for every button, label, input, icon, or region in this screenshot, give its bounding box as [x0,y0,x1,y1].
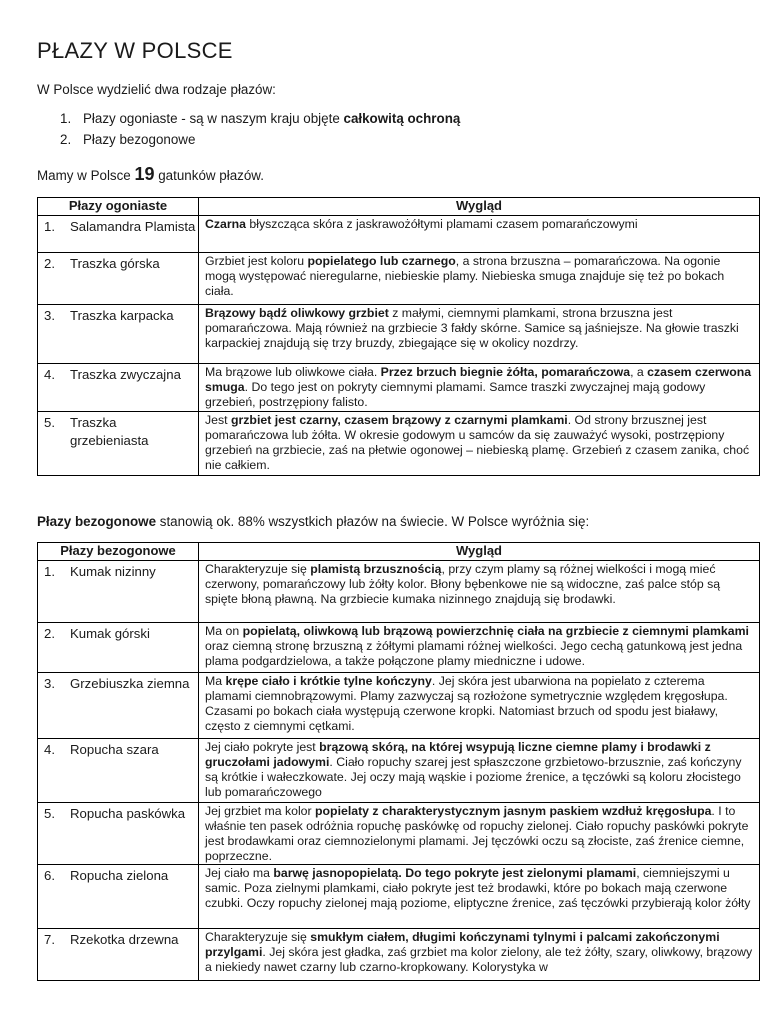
header-appearance: Wygląd [199,543,760,561]
row-number: 5. [44,415,55,430]
bold-segment: Czarna [205,217,247,231]
appearance-text [199,412,759,473]
text-segment: Jej grzbiet ma kolor [205,804,316,818]
appearance-text [199,929,759,975]
species-cell [38,865,199,929]
text-segment: . Jej skóra jest ubarwiona na popielato z czterema plamami ciemnobrązowymi. Plamy zazwyczaj są rozłożone symetrycznie względem kręgosłupa. Czasami po bokach ciała występują czerwone kropki. Natomiast brzuch od spodu jest białawy, często z ciemnymi cętkami. [205,674,728,733]
appearance-cell [199,216,760,253]
text-segment: . Od strony brzusznej jest pomarańczowa lub żółta. W okresie godowym u samców da się zauważyć wysoki, postrzępiony grzebień na grzbiecie, zaś na płetwie ogonowej – niebieską plamę. Grzebień z czasem zanika, choć nie całkiem. [205,413,750,472]
text-segment: Charakteryzuje się [205,562,311,576]
text-segment: . Jej skóra jest gładka, zaś grzbiet ma kolor zielony, ale też żółty, szary, oliwkowy, brązowy a niekiedy nawet czarny lub czarno-kropkowany. Kolorystyka w [205,945,753,974]
species-name [38,623,198,643]
species-name [38,364,198,384]
species-label: Salamandra Plamista [70,219,196,234]
species-name [38,561,198,581]
species-label: Ropucha zielona [70,868,169,883]
row-number: 7. [44,932,55,947]
species-name [38,412,198,450]
row-number: 3. [44,676,55,691]
row-number: 2. [44,256,55,271]
row-number: 2. [44,626,55,641]
bold-segment: Brązowy bądź oliwkowy grzbiet [205,306,389,320]
species-label: Traszka zwyczajna [70,367,181,382]
text-segment: Ma brązowe lub oliwkowe ciała. [205,365,381,379]
anura-intro: Płazy bezogonowe stanowią ok. 88% wszystkich płazów na świecie. W Polsce wyróżnia się: [37,514,590,529]
bold-segment: plamistą brzusznością [310,562,442,576]
table-row [38,865,760,929]
appearance-text [199,305,759,351]
species-name [38,305,198,325]
amphibian-types-list [60,110,460,152]
bold-segment: popielatego lub czarnego [307,254,456,268]
text-segment: Ma [205,674,226,688]
species-name [38,216,198,236]
species-label: Ropucha szara [70,742,159,757]
bold-segment: barwę jasnopopielatą. Do tego pokryte jest zielonymi plamami [273,866,637,880]
appearance-cell [199,305,760,364]
species-label: Grzebiuszka ziemna [70,676,190,691]
header-appearance: Wygląd [199,198,760,216]
appearance-text [199,803,759,864]
header-species: Płazy bezogonowe [38,543,199,561]
table-row [38,364,760,412]
species-name [38,929,198,949]
species-name [38,865,198,885]
appearance-cell [199,623,760,673]
table-row [38,216,760,253]
row-number: 1. [44,564,55,579]
species-cell [38,216,199,253]
species-name [38,803,198,823]
table-row [38,673,760,739]
species-cell [38,253,199,305]
row-number: 3. [44,308,55,323]
text-segment: . Do tego jest on pokryty ciemnymi plamami. Samce traszki zwyczajnej mają godowy grzebień, postrzępiony falisto. [205,380,706,409]
text-segment: Jest [205,413,231,427]
header-species: Płazy ogoniaste [38,198,199,216]
species-name [38,739,198,759]
bold-segment: grzbiet jest czarny, czasem brązowy z czarnymi plamkami [230,413,568,427]
species-cell [38,673,199,739]
appearance-text [199,623,759,669]
species-label: Traszka górska [70,256,160,271]
text-segment: . Ciało ropuchy szarej jest spłaszczone grzbietowo-brzusznie, zaś kończyny są krótkie i wałeczkowate. Jej oczy mają wąskie i poziome źrenice, a tęczówki są koloru złocistego lub pomarańczowego [205,755,742,799]
bold-segment: Przez brzuch biegnie żółta, pomarańczowa [380,365,631,379]
species-cell [38,803,199,865]
page-title: PŁAZY W POLSCE [37,38,233,63]
bold-segment: czasem czerwona smuga [205,365,752,394]
species-count: Mamy w Polsce 19 gatunków płazów. [37,164,264,184]
appearance-cell [199,561,760,623]
text-segment: Grzbiet jest koloru [205,254,308,268]
intro-text: W Polsce wydzielić dwa rodzaje płazów: [37,82,276,97]
table-row [38,305,760,364]
table-row [38,739,760,803]
bold-segment: popielatą, oliwkową lub brązową powierzchnię ciała na grzbiecie z ciemnymi plamkami [242,624,749,638]
text-segment: Charakteryzuje się [205,930,311,944]
species-label: Rzekotka drzewna [70,932,179,947]
species-name [38,253,198,273]
species-label: Ropucha paskówka [70,806,186,821]
species-label: Traszka grzebieniasta [70,415,149,448]
species-label: Kumak górski [70,626,150,641]
anura-table [37,542,760,981]
table-row [38,623,760,673]
text-segment: . I to właśnie ten pasek odróżnia ropuchę paskówkę od ropuchy zielonej. Ciało ropuchy paskówki pokryte jest brodawkami oraz ciemnozielonymi plamami. Jej tęczówki oczu są złociste, zaś źrenice ciemne, poprzeczne. [205,804,749,863]
table-row [38,561,760,623]
species-cell [38,412,199,476]
row-number: 1. [44,219,55,234]
appearance-cell [199,673,760,739]
table-row [38,803,760,865]
text-segment: , a strona brzuszna – pomarańczowa. Na ogonie mogą występować nieregularne, niebieskie plamy. Niebieska smuga znajduje się też po bokach ciała. [205,254,725,298]
appearance-cell [199,253,760,305]
appearance-cell [199,929,760,981]
text-segment: , ciemniejszymi u samic. Poza zielnymi plamkami, ciało pokryte jest też brodawki, które po bokach mają czerwone czubki. Oczy ropuchy zielonej mają poziome, eliptyczne źrenice, zaś tęczówki przybierają kolor żółty [205,866,751,910]
caudata-table [37,197,760,476]
text-segment: Jej ciało pokryte jest [205,740,320,754]
row-number: 5. [44,806,55,821]
text-segment: , a [630,365,648,379]
species-cell [38,305,199,364]
appearance-cell [199,364,760,412]
appearance-cell [199,803,760,865]
row-number: 6. [44,868,55,883]
appearance-text [199,673,759,734]
appearance-text [199,561,759,607]
row-number: 4. [44,367,55,382]
species-cell [38,623,199,673]
species-name [38,673,198,693]
species-cell [38,739,199,803]
list-item: 2. Płazy bezogonowe [60,132,196,147]
table-row [38,253,760,305]
text-segment: Ma on [205,624,243,638]
appearance-cell [199,739,760,803]
text-segment: oraz ciemną stronę brzuszną z żółtymi plamami różnej wielkości. Jego cechą gatunkową jest jedna plama podgardzielowa, a także połączone plamy miedniczne i udowe. [205,639,743,668]
table-row [38,412,760,476]
bold-segment: krępe ciało i krótkie tylne kończyny [225,674,432,688]
table-row [38,929,760,981]
text-segment: Jej ciało ma [205,866,274,880]
bold-segment: brązową skórą, na której wsypują liczne ciemne plamy i brodawki z gruczołami jadowymi [205,740,711,769]
species-cell [38,364,199,412]
list-item: 1. Płazy ogoniaste - są w naszym kraju objęte całkowitą ochroną [60,111,461,126]
text-segment: , przy czym plamy są różnej wielkości i mogą mieć czerwony, pomarańczowy lub żółty kolor. Błony bębenkowe nie są widoczne, zaś palce stóp są spięte błoną pławną. Na grzbiecie kumaka nizinnego znajdują się brodawki. [205,562,721,606]
appearance-text [199,364,759,410]
bold-segment: popielaty z charakterystycznym jasnym paskiem wzdłuż kręgosłupa [315,804,712,818]
row-number: 4. [44,742,55,757]
appearance-text [199,739,759,800]
text-segment: z małymi, ciemnymi plamkami, strona brzuszna jest pomarańczowa. Mają również na grzbiecie 3 fałdy skórne. Samice są jaśniejsze. Na głowie traszki karpackiej znajdują się trzy bruzdy, zbiegające się w okolicy nozdrzy. [205,306,739,350]
species-cell [38,929,199,981]
species-label: Kumak nizinny [70,564,156,579]
appearance-text [199,216,759,232]
species-cell [38,561,199,623]
appearance-text [199,865,759,911]
appearance-cell [199,412,760,476]
text-segment: błyszcząca skóra z jaskrawożółtymi plamami czasem pomarańczowymi [246,217,638,231]
appearance-cell [199,865,760,929]
species-label: Traszka karpacka [70,308,174,323]
bold-segment: smukłym ciałem, długimi kończynami tylnymi i palcami zakończonymi przylgami [205,930,720,959]
appearance-text [199,253,759,299]
